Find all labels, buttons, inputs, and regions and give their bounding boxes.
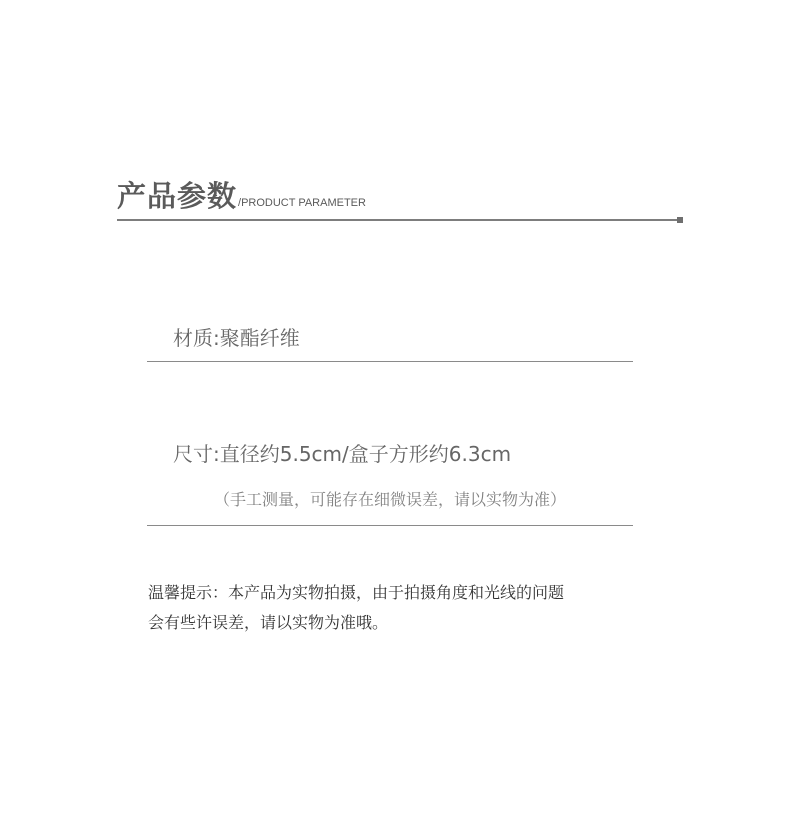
header-rule-end-square <box>677 217 683 223</box>
notice-line-2: 会有些许误差，请以实物为准哦。 <box>148 613 389 632</box>
section-subtitle: /PRODUCT PARAMETER <box>238 197 366 209</box>
material-spec: 材质:聚酯纤维 <box>173 326 300 350</box>
size-divider <box>147 525 633 526</box>
header-rule <box>117 219 680 221</box>
section-title: 产品参数 <box>117 179 238 213</box>
notice-line-1: 温馨提示：本产品为实物拍摄，由于拍摄角度和光线的问题 <box>148 583 565 602</box>
section-header <box>117 174 366 215</box>
size-measurement-note: （手工测量，可能存在细微误差，请以实物为准） <box>214 490 567 509</box>
size-spec: 尺寸:直径约5.5cm/盒子方形约6.3cm <box>173 442 512 466</box>
material-divider <box>147 361 633 362</box>
